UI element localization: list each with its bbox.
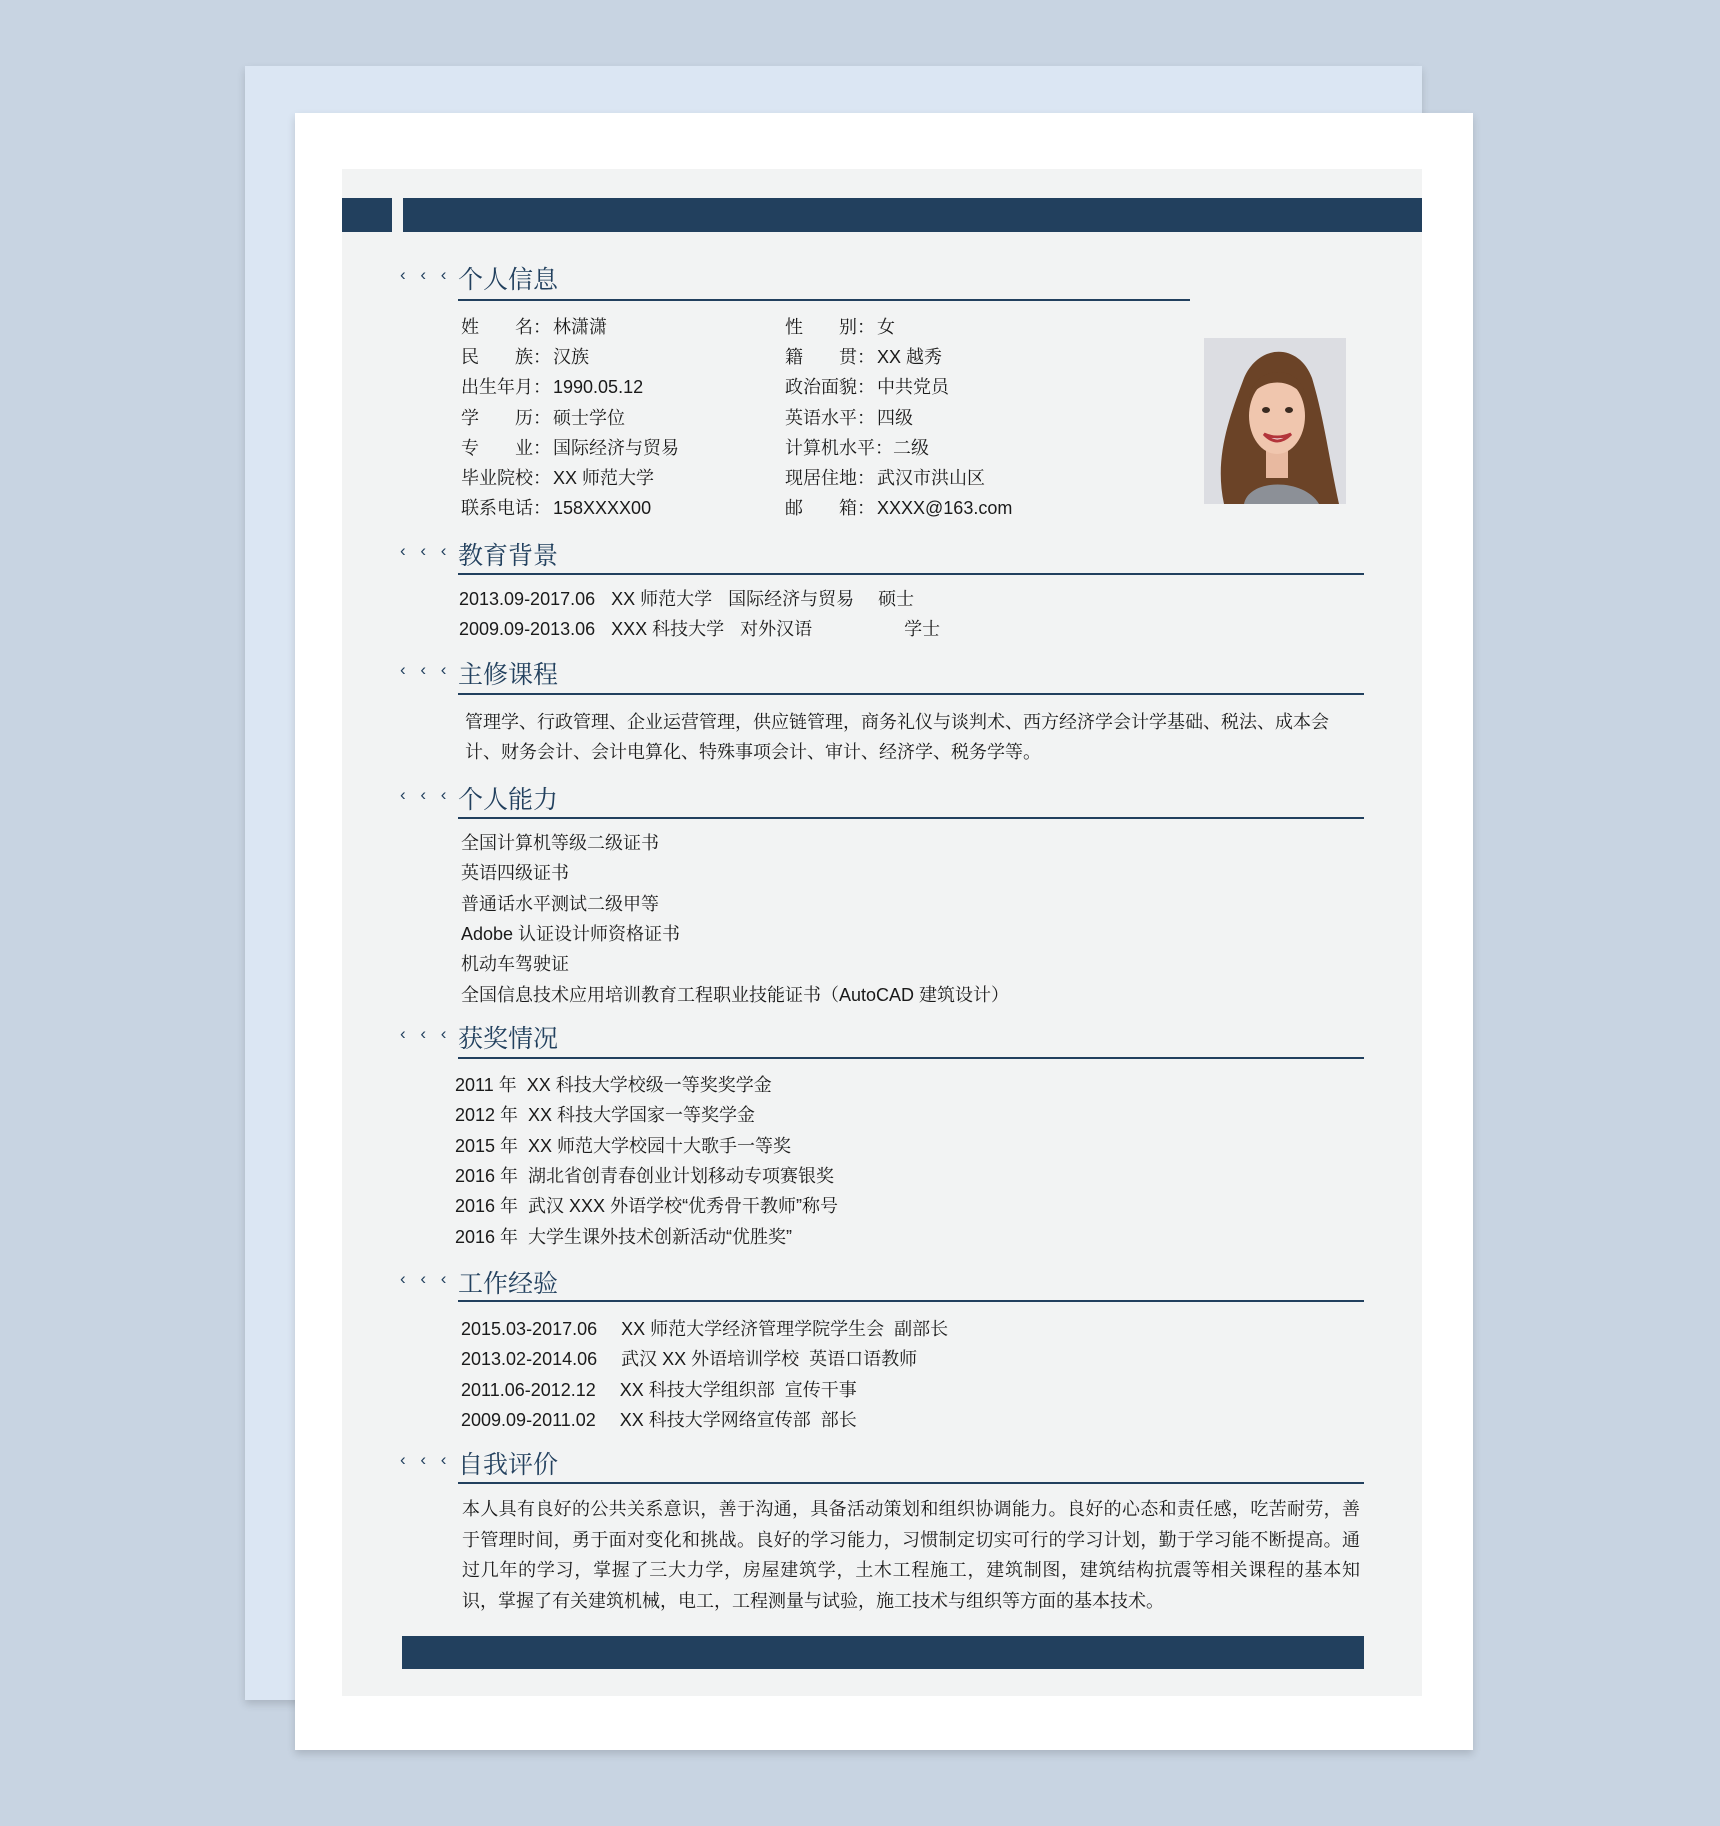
header-bar bbox=[403, 198, 1422, 232]
info-label: 政治面貌： bbox=[785, 377, 875, 398]
award-text: XX 科技大学国家一等奖学金 bbox=[528, 1105, 756, 1126]
section-title-personal: 个人信息 bbox=[458, 266, 559, 294]
info-label: 英语水平： bbox=[785, 407, 875, 428]
work-text: XX 师范大学经济管理学院学生会 副部长 bbox=[621, 1319, 949, 1339]
section-divider bbox=[458, 817, 1364, 819]
personal-info bbox=[461, 312, 1191, 532]
info-row bbox=[785, 403, 913, 433]
award-row bbox=[455, 1131, 791, 1161]
award-row bbox=[455, 1191, 838, 1221]
award-year: 2011 年 bbox=[455, 1075, 517, 1095]
award-text: 大学生课外技术创新活动“优胜奖” bbox=[528, 1226, 793, 1247]
section-divider bbox=[458, 1057, 1364, 1059]
award-row bbox=[455, 1222, 792, 1252]
work-row bbox=[461, 1375, 857, 1405]
section-divider bbox=[458, 573, 1364, 575]
section-title-awards: 获奖情况 bbox=[458, 1025, 559, 1053]
info-label: 学 历： bbox=[461, 407, 551, 428]
info-row bbox=[461, 403, 625, 433]
info-row bbox=[461, 312, 607, 342]
profile-photo bbox=[1204, 338, 1346, 504]
education-major: 对外汉语 bbox=[740, 619, 813, 639]
info-label: 出生年月： bbox=[461, 377, 551, 398]
info-row bbox=[785, 463, 985, 493]
award-text: XX 师范大学校园十大歌手一等奖 bbox=[528, 1135, 792, 1156]
ability-item: 全国计算机等级二级证书 bbox=[461, 833, 659, 853]
chevrons-icon: ‹ ‹ ‹ bbox=[400, 1450, 452, 1469]
info-row bbox=[461, 493, 651, 523]
info-value: 女 bbox=[877, 317, 895, 337]
info-row bbox=[785, 342, 942, 372]
work-period: 2013.02-2014.06 bbox=[461, 1349, 598, 1370]
award-row bbox=[455, 1070, 772, 1100]
work-text: XX 科技大学网络宣传部 部长 bbox=[619, 1409, 857, 1430]
info-value: 武汉市洪山区 bbox=[877, 468, 985, 488]
section-title-education: 教育背景 bbox=[458, 542, 559, 570]
section-title-courses: 主修课程 bbox=[458, 661, 559, 689]
info-value: 硕士学位 bbox=[553, 407, 625, 428]
info-label: 现居住地： bbox=[785, 468, 875, 488]
info-label: 毕业院校： bbox=[461, 468, 551, 488]
info-value: 1990.05.12 bbox=[553, 377, 644, 398]
section-divider bbox=[458, 1482, 1364, 1484]
info-label: 民 族： bbox=[461, 347, 551, 368]
info-row bbox=[461, 433, 679, 463]
award-year: 2015 年 bbox=[455, 1135, 519, 1156]
chevrons-icon: ‹ ‹ ‹ bbox=[400, 541, 452, 560]
education-major: 国际经济与贸易 bbox=[728, 589, 855, 609]
info-label: 邮 箱： bbox=[785, 498, 875, 519]
info-value: 林潇潇 bbox=[553, 317, 607, 337]
award-year: 2016 年 bbox=[455, 1196, 519, 1217]
info-row bbox=[785, 372, 949, 402]
education-degree: 学士 bbox=[904, 619, 941, 639]
education-degree: 硕士 bbox=[878, 589, 915, 609]
info-row bbox=[785, 312, 895, 342]
section-title-work: 工作经验 bbox=[458, 1270, 559, 1298]
footer-bar bbox=[402, 1636, 1364, 1669]
work-text: XX 科技大学组织部 宣传干事 bbox=[619, 1379, 857, 1400]
info-value: 中共党员 bbox=[877, 377, 949, 398]
ability-item: 普通话水平测试二级甲等 bbox=[461, 893, 659, 914]
info-value: 国际经济与贸易 bbox=[553, 437, 679, 458]
award-row bbox=[455, 1161, 834, 1191]
info-label: 计算机水平： bbox=[785, 437, 893, 458]
education-school: XX 师范大学 bbox=[611, 589, 713, 609]
info-value: 汉族 bbox=[553, 347, 589, 368]
info-label: 专 业： bbox=[461, 437, 551, 458]
info-value: 二级 bbox=[893, 437, 929, 458]
section-title-abilities: 个人能力 bbox=[458, 786, 559, 814]
info-row bbox=[785, 493, 1012, 523]
info-value: 四级 bbox=[877, 407, 913, 428]
info-row bbox=[785, 433, 929, 463]
work-row bbox=[461, 1344, 917, 1374]
award-year: 2012 年 bbox=[455, 1105, 519, 1126]
ability-item: 全国信息技术应用培训教育工程职业技能证书（AutoCAD 建筑设计） bbox=[461, 984, 1010, 1005]
chevrons-icon: ‹ ‹ ‹ bbox=[400, 1024, 452, 1043]
info-label: 性 别： bbox=[785, 317, 875, 337]
work-text: 武汉 XX 外语培训学校 英语口语教师 bbox=[621, 1349, 918, 1370]
chevrons-icon: ‹ ‹ ‹ bbox=[400, 265, 452, 284]
chevrons-icon: ‹ ‹ ‹ bbox=[400, 1269, 452, 1288]
info-value: XX 师范大学 bbox=[553, 468, 655, 488]
education-row bbox=[459, 614, 940, 644]
ability-item: Adobe 认证设计师资格证书 bbox=[461, 923, 681, 944]
education-school: XXX 科技大学 bbox=[611, 619, 725, 639]
courses-text: 管理学、行政管理、企业运营管理，供应链管理，商务礼仪与谈判术、西方经济学会计学基础、税法、成本会计、财务会计、会计电算化、特殊事项会计、审计、经济学、税务学等。 bbox=[465, 712, 1329, 762]
award-text: 武汉 XXX 外语学校“优秀骨干教师”称号 bbox=[528, 1196, 839, 1217]
education-period: 2009.09-2013.06 bbox=[459, 619, 596, 639]
education-period: 2013.09-2017.06 bbox=[459, 589, 596, 609]
info-row bbox=[461, 463, 654, 493]
work-row bbox=[461, 1314, 948, 1344]
award-year: 2016 年 bbox=[455, 1165, 519, 1186]
info-label: 籍 贯： bbox=[785, 347, 875, 368]
section-title-self: 自我评价 bbox=[458, 1451, 559, 1479]
info-label: 姓 名： bbox=[461, 317, 551, 337]
chevrons-icon: ‹ ‹ ‹ bbox=[400, 660, 452, 679]
info-value: XX 越秀 bbox=[877, 347, 943, 368]
info-row bbox=[461, 372, 643, 402]
section-divider bbox=[458, 1300, 1364, 1302]
work-period: 2015.03-2017.06 bbox=[461, 1319, 598, 1339]
info-row bbox=[461, 342, 589, 372]
header-bar-small bbox=[342, 198, 392, 232]
work-period: 2009.09-2011.02 bbox=[461, 1409, 596, 1430]
chevrons-icon: ‹ ‹ ‹ bbox=[400, 785, 452, 804]
award-year: 2016 年 bbox=[455, 1226, 519, 1247]
self-evaluation-text: 本人具有良好的公共关系意识，善于沟通，具备活动策划和组织协调能力。良好的心态和责任感，吃苦耐劳，善于管理时间，勇于面对变化和挑战。良好的学习能力，习惯制定切实可行的学习计划，勤于学习能不断提高。通过几年的学习，掌握了三大力学，房屋建筑学，土木工程施工，建筑制图，建筑结构抗震等相关课程的基本知识，掌握了有关建筑机械，电工，工程测量与试验，施工技术与组织等方面的基本技术。 bbox=[462, 1499, 1360, 1611]
award-text: XX 科技大学校级一等奖奖学金 bbox=[526, 1075, 772, 1095]
award-row bbox=[455, 1100, 755, 1130]
work-period: 2011.06-2012.12 bbox=[461, 1379, 596, 1400]
info-value: XXXX@163.com bbox=[877, 498, 1013, 519]
ability-item: 英语四级证书 bbox=[461, 863, 569, 884]
award-text: 湖北省创青春创业计划移动专项赛银奖 bbox=[528, 1165, 835, 1186]
ability-item: 机动车驾驶证 bbox=[461, 954, 569, 975]
section-divider bbox=[458, 299, 1190, 301]
info-label: 联系电话： bbox=[461, 498, 551, 519]
info-value: 158XXXX00 bbox=[553, 498, 652, 519]
education-row bbox=[459, 584, 914, 614]
work-row bbox=[461, 1405, 857, 1435]
section-divider bbox=[458, 693, 1364, 695]
